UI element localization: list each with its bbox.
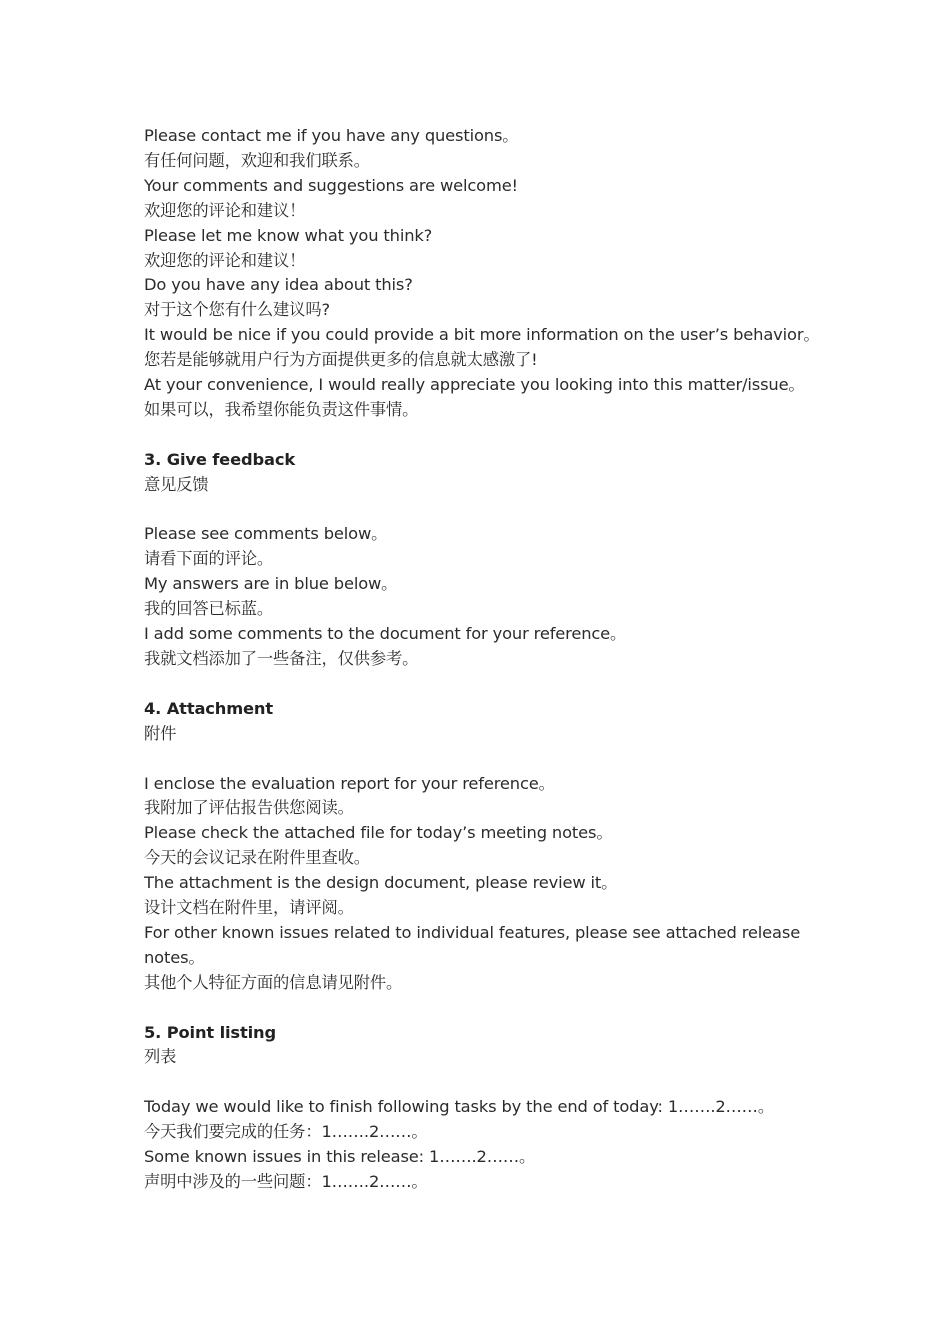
section-point-listing: [144, 1021, 824, 1195]
section-give-feedback: [144, 448, 824, 672]
attachment-line-8: 其他个人特征方面的信息请见附件。: [144, 972, 403, 992]
intro-line-11: At your convenience, I would really appreciate you looking into this matter/issue。: [144, 375, 805, 395]
section-heading: 3. Give feedback: [144, 449, 295, 469]
intro-line-6: 欢迎您的评论和建议！: [144, 250, 306, 270]
document-page: [144, 124, 824, 1195]
intro-line-8: 对于这个您有什么建议吗?: [144, 300, 330, 320]
intro-line-4: 欢迎您的评论和建议！: [144, 200, 306, 220]
intro-line-3: Your comments and suggestions are welcome!: [144, 175, 518, 195]
attachment-line-4: 今天的会议记录在附件里查收。: [144, 848, 370, 868]
section-spacer: [144, 672, 824, 697]
feedback-line-6: 我就文档添加了一些备注，仅供参考。: [144, 649, 419, 668]
intro-line-10: 您若是能够就用户行为方面提供更多的信息就太感激了!: [144, 350, 538, 370]
listing-line-4: 声明中涉及的一些问题：1…….2……。: [144, 1171, 428, 1191]
attachment-line-7: For other known issues related to individual features, please see attached release notes。: [144, 922, 801, 967]
section-spacer: [144, 498, 824, 523]
feedback-line-3: My answers are in blue below。: [144, 574, 398, 594]
attachment-line-2: 我附加了评估报告供您阅读。: [144, 798, 354, 818]
attachment-line-3: Please check the attached file for today’s meeting notes。: [144, 823, 613, 843]
section-subheading: 列表: [144, 1047, 177, 1067]
feedback-line-4: 我的回答已标蓝。: [144, 599, 274, 619]
intro-line-7: Do you have any idea about this?: [144, 275, 413, 295]
section-subheading: 附件: [144, 723, 177, 743]
listing-line-2: 今天我们要完成的任务：1…….2……。: [144, 1122, 428, 1142]
listing-line-3: Some known issues in this release: 1…….2……。: [144, 1147, 536, 1167]
intro-line-2: 有任何问题，欢迎和我们联系。: [144, 150, 370, 170]
section-spacer: [144, 996, 824, 1021]
listing-line-1: Today we would like to finish following tasks by the end of today: 1…….2……。: [144, 1097, 774, 1117]
section-heading: 4. Attachment: [144, 698, 274, 718]
section-heading: 5. Point listing: [144, 1022, 276, 1042]
section-spacer: [144, 1070, 824, 1095]
intro-line-1: Please contact me if you have any questions。: [144, 126, 519, 145]
section-spacer: [144, 423, 824, 448]
attachment-line-6: 设计文档在附件里，请评阅。: [144, 898, 354, 918]
intro-line-12: 如果可以，我希望你能负责这件事情。: [144, 399, 419, 419]
attachment-line-5: The attachment is the design document, please review it。: [144, 873, 618, 893]
section-attachment: [144, 697, 824, 996]
section-spacer: [144, 747, 824, 772]
feedback-line-1: Please see comments below。: [144, 524, 388, 544]
feedback-line-2: 请看下面的评论。: [144, 549, 274, 569]
intro-section: [144, 124, 824, 423]
attachment-line-1: I enclose the evaluation report for your reference。: [144, 773, 555, 793]
intro-line-9: It would be nice if you could provide a bit more information on the user’s behavior。: [144, 325, 820, 345]
section-subheading: 意见反馈: [144, 474, 209, 494]
intro-line-5: Please let me know what you think?: [144, 225, 433, 245]
feedback-line-5: I add some comments to the document for your reference。: [144, 624, 627, 644]
